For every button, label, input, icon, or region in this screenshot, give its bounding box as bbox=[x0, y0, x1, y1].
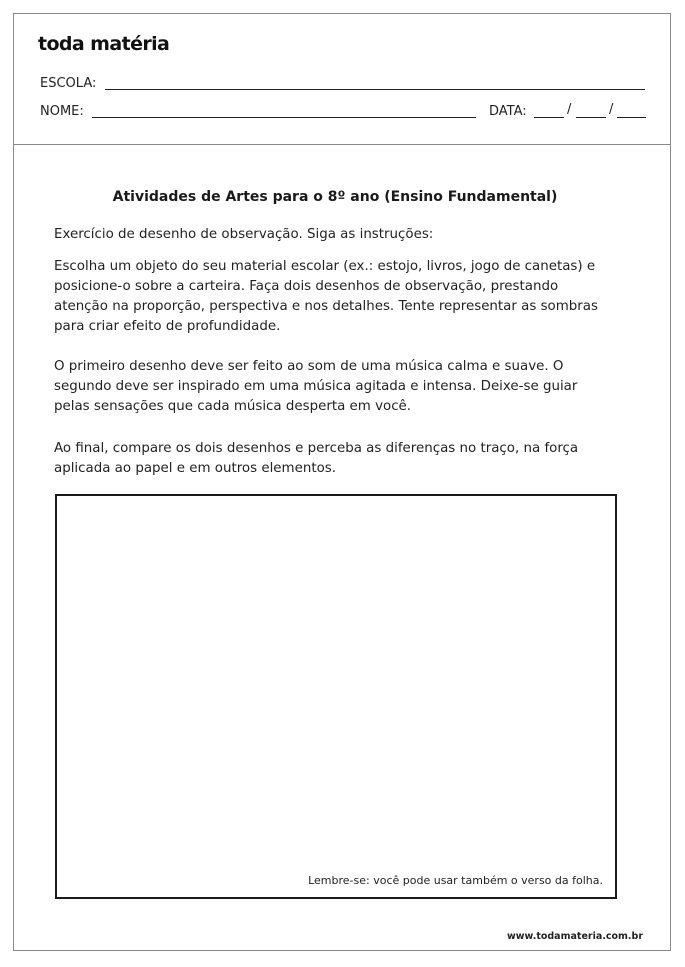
date-label: DATA: bbox=[489, 104, 527, 119]
instruction-paragraph-2: O primeiro desenho deve ser feito ao som de uma música calma e suave. O segundo deve ser inspirado em uma música agitada e intensa. Deixe-se guiar pelas sensações que cada música desperta em você. bbox=[54, 359, 578, 414]
date-separator: / bbox=[567, 102, 572, 117]
instruction-paragraph-3: Ao final, compare os dois desenhos e perceba as diferenças no traço, na força aplicada ao papel e em outros elementos. bbox=[54, 441, 579, 476]
instruction-paragraph-1: Escolha um objeto do seu material escolar (ex.: estojo, livros, jogo de canetas) e posicione-o sobre a carteira. Faça dois desenhos de observação, prestando atenção na proporção, perspectiva e nos detalhes. Tente representar as sombras para criar efeito de profundidade. bbox=[54, 259, 598, 334]
name-label: NOME: bbox=[40, 104, 84, 119]
worksheet-title: Atividades de Artes para o 8º ano (Ensino Fundamental) bbox=[112, 189, 558, 205]
school-label: ESCOLA: bbox=[40, 76, 97, 91]
worksheet-page bbox=[13, 13, 671, 951]
date-month-line[interactable] bbox=[576, 117, 606, 118]
school-field-line[interactable] bbox=[105, 89, 645, 90]
date-separator: / bbox=[609, 102, 614, 117]
name-field-line[interactable] bbox=[92, 117, 476, 118]
footer-website: www.todamateria.com.br bbox=[506, 931, 643, 942]
date-year-line[interactable] bbox=[617, 117, 646, 118]
drawing-area[interactable] bbox=[55, 494, 617, 899]
intro-text: Exercício de desenho de observação. Siga as instruções: bbox=[54, 227, 434, 242]
drawing-hint: Lembre-se: você pode usar também o verso da folha. bbox=[308, 874, 603, 887]
brand-logo: toda matéria bbox=[38, 33, 170, 55]
date-day-line[interactable] bbox=[534, 117, 564, 118]
worksheet-header bbox=[14, 14, 670, 145]
